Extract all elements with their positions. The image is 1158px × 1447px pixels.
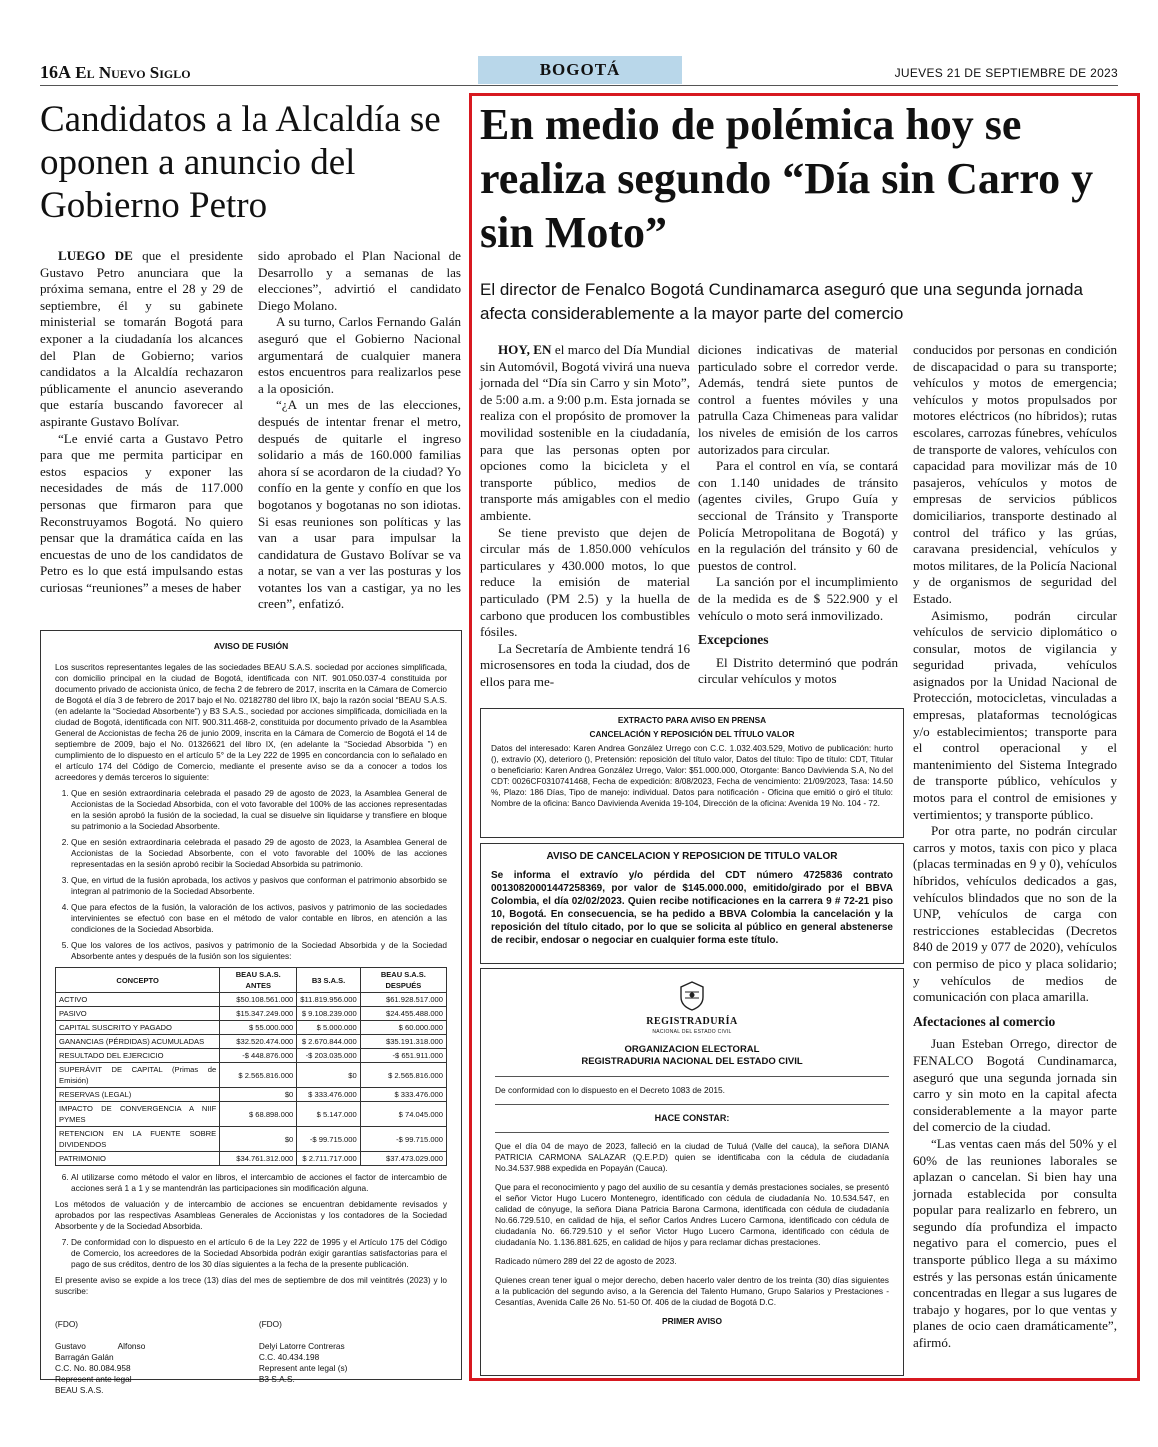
main-article-paragraph: Juan Esteban Orrego, director de FENALCO Bogotá Cundinamarca, aseguró que una segunda jornada sin carro y sin moto en la capital afecta considerablemente a la mayor parte del comercio de la ciudad. — [913, 1036, 1117, 1135]
main-article-headline: En medio de polémica hoy se realiza segundo “Día sin Carro y sin Moto” — [480, 100, 1094, 257]
main-article-column-2 — [698, 342, 898, 688]
table-header: B3 S.A.S. — [297, 968, 360, 993]
page-number: 16A — [40, 62, 71, 82]
table-cell-concept: PATRIMONIO — [56, 1152, 220, 1166]
fusion-methods: Los métodos de valuación y de intercambio de acciones se encuentran debidamente revisados y aprobados por las respectivas Asambleas Generales de Accionistas y los contadores de la Sociedad Absorbente y de la Sociedad Absorbida. — [55, 1199, 447, 1231]
fusion-item: 7. De conformidad con lo dispuesto en el artículo 6 de la Ley 222 de 1995 y el Artículo 175 del Código de Comercio, los acreedores de la Sociedad Absorbida podrán exigir garantías satisfactorias para el pago de sus créditos, dentro de los 30 días siguientes a la fecha de la presente publicación. — [71, 1237, 447, 1270]
table-row — [56, 1088, 447, 1102]
left-article-paragraph: “Le envié carta a Gustavo Petro para que me permita participar en estos espacios y exponer las necesidades de más de 117.000 personas que firmaron para que Reconstruyamos Bogotá. No quiero pensar que la dramática caída en las encuestas de uno de los candidatos de Petro es lo que está impulsando estas curiosas “reuniones” a meses de haber — [40, 430, 243, 595]
signature-company: BEAU S.A.S. — [55, 1385, 104, 1395]
table-cell-concept: CAPITAL SUSCRITO Y PAGADO — [56, 1021, 220, 1035]
left-article-column-2 — [258, 248, 461, 613]
table-cell-concept: RETENCION EN LA FUENTE SOBRE DIVIDENDOS — [56, 1127, 220, 1152]
main-article-paragraph: el marco del Día Mundial sin Automóvil, Bogotá vivirá una nueva jornada del “Día sin Carro y sin Moto”, de 5:00 a.m. a 9:00 p.m. Esta jornada se realiza con el propósito de promover la movilidad sostenible en la ciudadanía, para que las personas opten por opciones como la bicicleta y el transporte público, medios de transporte más amigables con el medio ambiente. — [480, 342, 691, 523]
fusion-item: 3. Que, en virtud de la fusión aprobada, los activos y pasivos que conforman el patrimonio absorbido se integran al patrimonio de la Sociedad Absorbente. — [71, 875, 447, 897]
left-article-paragraph: que el presidente Gustavo Petro anunciara que la próxima semana, entre el 28 y 29 de septiembre, él y su gabinete ministerial se tomarán Bogotá para exponer a la ciudadanía los alcances del Plan de Gobierno; varios candidatos a la Alcaldía rechazaron públicamente el anuncio aseverando que estaría buscando favorecer al aspirante Gustavo Bolívar. — [40, 248, 243, 429]
main-article-paragraph: El Distrito determinó que podrán circular vehículos y motos — [698, 654, 898, 687]
section-subhead: Excepciones — [698, 632, 769, 648]
table-cell-value: -$ 99.715.000 — [297, 1127, 360, 1152]
extracto-subtitle: CANCELACIÓN Y REPOSICIÓN DEL TÍTULO VALOR — [589, 729, 795, 739]
registraduria-paragraph: Que para el reconocimiento y pago del auxilio de su cesantía y demás prestaciones sociales, se presentó el señor Victor Hugo Lucero Montenegro, identificado con cédula de ciudadanía No. 10.534.547, en calidad de cónyuge, la señora Diana Patricia Barona Carmona, identificada con cédula de ciudadanía No.66.729.510, en calidad de hija, el señor Carlos Andres Lucero Carmona, identificado con cédula de ciudadanía No. 66.729.510 y el señor Victor Hugo Lucero Carmona, identificado con cédula de ciudadanía No. 1.136.881.625, en calidad de hijos y para reclamar dichas prestaciones. — [495, 1182, 889, 1247]
extracto-title: EXTRACTO PARA AVISO EN PRENSA — [617, 715, 767, 725]
registraduria-paragraph: Quienes crean tener igual o mejor derecho, deben hacerlo valer dentro de los treinta (30) días siguientes a la publicación del segundo aviso, a la Gerencia del Talento Humano, Grupo Salarios y Prestaciones - Cesantías, Avenida Calle 26 No. 51-50 Of. 406 de la ciudad de Bogotá D.C. — [495, 1275, 889, 1307]
table-cell-value: $ 74.045.000 — [360, 1102, 446, 1127]
left-article-headline: Candidatos a la Alcaldía se oponen a anuncio del Gobierno Petro — [40, 99, 441, 226]
signature-block — [55, 1319, 243, 1396]
signature-company: B3 S.A.S. — [258, 1374, 295, 1384]
cancellation-title: AVISO DE CANCELACION Y REPOSICION DE TITULO VALOR — [546, 851, 838, 862]
main-article-paragraph: Asimismo, podrán circular vehículos de servicio diplomático o consular, motos de vigilancia y seguridad privada, vehículos asignados por la Unidad Nacional de Protección, motocicletas, vinculadas a empresas, plataformas tecnológicas y/o establecimientos; transporte para el control operacional y el mantenimiento del Sistema Integrado de transporte público, vehículos y motos para el control de emisiones y vertimientos; y transporte público. — [913, 607, 1117, 822]
table-cell-value: -$ 651.911.000 — [360, 1049, 446, 1063]
registraduria-logo — [495, 979, 889, 1038]
cancellation-body: Se informa el extravío y/o pérdida del CDT número 4725836 contrato 00130820001447258369, por valor de $145.000.000, emitido/girado por el BBVA Colombia, el día 02/02/2023. Quien recibe notificaciones en la carrera 9 # 72-21 piso 10, Bogotá. En consecuencia, se ha pedido a BBVA Colombia la cancelación y la reposición del título citado, por lo que se solicita al público en general abstenerse de recibir, endosar o negociar en cualquier forma este título. — [491, 870, 893, 946]
table-header: BEAU S.A.S. ANTES — [220, 968, 297, 993]
section-subhead: Afectaciones al comercio — [913, 1013, 1056, 1029]
signature-role: Represent ante legal (s) — [258, 1363, 348, 1373]
hace-constar: HACE CONSTAR: — [654, 1113, 730, 1123]
main-article-paragraph: Se tiene previsto que dejen de circular más de 1.850.000 vehículos particulares y 430.000 motos, lo que reduce la emisión de material particulado (PM 2.5) y la huella de carbono que producen los combustibles fósiles. — [480, 524, 690, 640]
table-cell-concept: RESERVAS (LEGAL) — [56, 1088, 220, 1102]
table-cell-value: $37.473.029.000 — [360, 1152, 446, 1166]
table-cell-value: -$ 99.715.000 — [360, 1127, 446, 1152]
signature-block — [259, 1319, 447, 1396]
section-banner: BOGOTÁ — [478, 56, 682, 84]
page-header-left — [40, 62, 191, 83]
main-article-paragraph: diciones indicativas de material particulado sobre el corredor verde. Además, tendrá siete puntos de control a fuentes móviles y una patrulla Caza Chimeneas para validar los niveles de emisión de los carros autorizados para circular. — [698, 342, 898, 457]
table-row — [56, 1021, 447, 1035]
table-cell-value: $ 5.147.000 — [297, 1102, 360, 1127]
header-divider — [40, 85, 1118, 86]
newspaper-name: El Nuevo Siglo — [75, 63, 191, 82]
signature-name: Delyi Latorre Contreras — [258, 1341, 345, 1351]
table-cell-value: $ 2.670.844.000 — [297, 1035, 360, 1049]
table-header: CONCEPTO — [56, 968, 220, 993]
main-article-column-3 — [913, 342, 1117, 1352]
table-cell-concept: GANANCIAS (PÉRDIDAS) ACUMULADAS — [56, 1035, 220, 1049]
table-row — [56, 993, 447, 1007]
table-cell-value: $0 — [297, 1063, 360, 1088]
table-cell-value: $24.455.488.000 — [360, 1007, 446, 1021]
cancellation-notice — [480, 843, 904, 964]
table-cell-concept: RESULTADO DEL EJERCICIO — [56, 1049, 220, 1063]
divider — [495, 1132, 889, 1133]
main-article-paragraph: Para el control en vía, se contará con 1.140 unidades de tránsito (agentes civiles, Grupo Guía y seccional de Tránsito y Transporte Policía Metropolitana de Bogotá) y en la regulación del tránsito y 60 de puestos de control. — [698, 458, 898, 573]
fusion-items — [55, 788, 447, 962]
signature-name: Gustavo Alfonso Barragán Galán — [55, 1341, 146, 1362]
registraduria-logo-sub: NACIONAL DEL ESTADO CIVIL — [652, 1029, 732, 1035]
divider — [495, 1104, 889, 1105]
table-cell-concept: IMPACTO DE CONVERGENCIA A NIIF PYMES — [56, 1102, 220, 1127]
main-article-paragraph: Por otra parte, no podrán circular carros y motos, taxis con pico y placa (placas terminadas en 9 y 0), vehículos híbridos, vehículos dedicados a gas, vehículos blindados que no son de la UNP, vehículos de carga con restricciones establecidas (Decretos 840 de 2019 y 077 de 2020), vehículos con permiso de pico y placa solidario; y vehículos de medios de comunicación con placa amarilla. — [913, 823, 1117, 1005]
left-article-paragraph: A su turno, Carlos Fernando Galán aseguró que el Gobierno Nacional argumentará de cualquier manera estos encuentros para realizarlos pese a la oposición. — [258, 314, 461, 396]
signature-id: C.C. No. 80.084.958 — [55, 1363, 131, 1373]
table-cell-value: $34.761.312.000 — [220, 1152, 297, 1166]
table-cell-value: $61.928.517.000 — [360, 993, 446, 1007]
table-cell-value: $ 68.898.000 — [220, 1102, 297, 1127]
table-row — [56, 1102, 447, 1127]
main-article-paragraph: La sanción por el incumplimiento de la medida es de $ 522.900 y el vehículo o moto será inmovilizado. — [698, 574, 898, 623]
fusion-item: 1. Que en sesión extraordinaria celebrada el pasado 29 de agosto de 2023, la Asamblea General de Accionistas de la Sociedad Absorbida, con el voto favorable del 100% de las acciones representadas en la sesión aprobó la fusión de la sociedad, la cual se disuelve sin liquidarse y transfiere en bloque su patrimonio a la Sociedad Absorbente. — [71, 788, 447, 832]
signature-fdo: (FDO) — [55, 1319, 79, 1329]
table-cell-value: $ 333.476.000 — [297, 1088, 360, 1102]
fusion-item: 5. Que los valores de los activos, pasivos y patrimonio de la Sociedad Absorbida y de la Sociedad Absorbente antes y después de la fusión son los siguientes: — [71, 940, 447, 962]
table-cell-value: $11.819.956.000 — [297, 993, 360, 1007]
table-cell-value: $ 60.000.000 — [360, 1021, 446, 1035]
main-article-subtitle: El director de Fenalco Bogotá Cundinamarca aseguró que una segunda jornada afecta considerablemente a la mayor parte del comercio — [480, 280, 1083, 323]
decree-text: De conformidad con lo dispuesto en el Decreto 1083 de 2015. — [495, 1085, 725, 1095]
extracto-notice — [480, 708, 904, 838]
registraduria-notice — [480, 968, 904, 1376]
table-cell-value: $ 5.000.000 — [297, 1021, 360, 1035]
fusion-closing: El presente aviso se expide a los trece (13) días del mes de septiembre de dos mil veintitrés (2023) y lo suscribe: — [55, 1275, 447, 1296]
signatures — [55, 1319, 447, 1396]
divider — [495, 1076, 889, 1077]
main-article-paragraph: “Las ventas caen más del 50% y el 60% de las reuniones laborales se aplazan o cancelan. Si bien hay una jornada establecida por consulta popular para realizarlo en febrero, un segundo día profundiza el impacto negativo para el comercio, pues el transporte público llega a su máximo estrés y las personas están únicamente concentradas en llegar a sus lugares de trabajo y hogares, por lo que ventas y planes de ocio caen dramáticamente”, afirmó. — [913, 1135, 1117, 1351]
table-cell-concept: SUPERÁVIT DE CAPITAL (Primas de Emisión) — [56, 1063, 220, 1088]
registraduria-paragraph: Que el día 04 de mayo de 2023, falleció en la ciudad de Tuluá (Valle del cauca), la señora DIANA PATRICIA CARMONA SALAZAR (Q.E.P.D) quien se identificaba con la cédula de ciudadanía No.34.537.988 expedida en Popayán (Cauca). — [495, 1141, 889, 1173]
table-cell-value: $ 2.711.717.000 — [297, 1152, 360, 1166]
fusion-items-cont — [55, 1237, 447, 1270]
fusion-item: 2. Que en sesión extraordinaria celebrada el pasado 29 de agosto de 2023, la Asamblea General de Accionistas de la Sociedad Absorbente, con el voto favorable del 100% de las acciones representadas en la sesión aprobó recibir la Sociedad Absorbida su patrimonio. — [71, 837, 447, 870]
table-cell-value: $15.347.249.000 — [220, 1007, 297, 1021]
coat-of-arms-icon — [675, 979, 709, 1013]
table-cell-concept: PASIVO — [56, 1007, 220, 1021]
table-cell-value: $ 333.476.000 — [360, 1088, 446, 1102]
left-article-lead-in: LUEGO DE — [58, 248, 133, 263]
org-name-2: REGISTRADURIA NACIONAL DEL ESTADO CIVIL — [581, 1056, 803, 1067]
main-article-paragraph: La Secretaría de Ambiente tendrá 16 microsensores en toda la ciudad, dos de ellos para me- — [480, 640, 690, 689]
registraduria-logo-text: REGISTRADURÍA — [646, 1016, 738, 1027]
main-article-lead-in: HOY, EN — [498, 342, 552, 357]
table-row — [56, 1035, 447, 1049]
table-cell-value: $ 2.565.816.000 — [220, 1063, 297, 1088]
left-article-column-1 — [40, 248, 243, 596]
table-cell-value: $32.520.474.000 — [220, 1035, 297, 1049]
fusion-item: 6. Al utilizarse como método el valor en libros, el intercambio de acciones el factor de intercambio de acciones será 1 a 1 y se mantendrán las participaciones sin modificación alguna. — [71, 1172, 447, 1194]
fusion-item: 4. Que para efectos de la fusión, la valoración de los activos, pasivos y patrimonio de las sociedades intervinientes se efectuó con base en el método de valor contable en libros, en atención a las condiciones de la Sociedad Absorbida. — [71, 902, 447, 935]
left-article-paragraph: sido aprobado el Plan Nacional de Desarrollo y a semanas de las elecciones”, advirtió el candidato Diego Molano. — [258, 248, 461, 313]
main-article-paragraph: conducidos por personas en condición de discapacidad o para su transporte; vehículos y motos de emergencia; vehículos y motos propulsados por motores eléctricos (no híbridos); rutas escolares, carrozas fúnebres, vehículos de transporte de valores, vehículos con capacidad para movilizar más de 10 pasajeros, vehículos y motos de empresas de servicios públicos domiciliarios, transporte destinado al control del tráfico y las grúas, caravana presidencial, vehículos y motos militares, de la Policía Nacional y de organismos de seguridad del Estado. — [913, 342, 1117, 606]
table-cell-concept: ACTIVO — [56, 993, 220, 1007]
registraduria-radicado: Radicado número 289 del 22 de agosto de 2023. — [495, 1256, 677, 1266]
table-cell-value: $ 9.108.239.000 — [297, 1007, 360, 1021]
registraduria-footer: PRIMER AVISO — [661, 1316, 723, 1326]
table-row — [56, 1007, 447, 1021]
fusion-notice-title: AVISO DE FUSIÓN — [213, 641, 289, 651]
table-cell-value: $50.108.561.000 — [220, 993, 297, 1007]
table-row — [56, 1049, 447, 1063]
fusion-intro: Los suscritos representantes legales de las sociedades BEAU S.A.S. sociedad por acciones simplificada, con domicilio principal en la ciudad de Bogotá, identificada con NIT. 901.050.037-4 constituida por documento privado de accionista único, de fecha 2 de febrero de 2017, inscrita en la Cámara de Comercio de Bogotá el día 3 de febrero de 2017 bajo el No. 02182780 del libro IX, bajo la razón social “BEAU S.A.S. (en adelante la “Sociedad Absorbente”) y B3 S.A.S., sociedad por acciones simplificada, domiciliada en la ciudad de Bogotá, identificada con NIT. 900.311.468-2, constituida por documento privado de la Asamblea General de Accionistas de fecha 26 de junio 2009, inscrita en la Cámara de Comercio de Bogotá el 14 de septiembre de 2009, bajo el No. 01326621 del libro IX, (en adelante la “Sociedad Absorbida ”) en cumplimiento de lo dispuesto en el artículo 5° de la Ley 222 de 1995 en concordancia con lo señalado en el artículo 174 del Código de Comercio, mediante el presente aviso se da a conocer a todos los acreedores y demás terceros lo siguiente: — [55, 662, 447, 782]
table-cell-value: $ 2.565.816.000 — [360, 1063, 446, 1088]
signature-role: Represent ante legal — [55, 1374, 132, 1384]
table-cell-value: $0 — [220, 1127, 297, 1152]
table-cell-value: $35.191.318.000 — [360, 1035, 446, 1049]
table-cell-value: $ 55.000.000 — [220, 1021, 297, 1035]
publication-date: JUEVES 21 DE SEPTIEMBRE DE 2023 — [894, 66, 1118, 80]
table-row — [56, 1152, 447, 1166]
table-cell-value: -$ 203.035.000 — [297, 1049, 360, 1063]
org-name-1: ORGANIZACION ELECTORAL — [624, 1044, 760, 1055]
signature-fdo: (FDO) — [258, 1319, 282, 1329]
fusion-notice — [40, 630, 462, 1395]
main-article-column-1 — [480, 342, 690, 690]
extracto-body: Datos del interesado: Karen Andrea González Urrego con C.C. 1.032.403.529, Motivo de publicación: hurto (), extravío (X), deterioro (), Pretensión: reposición del título valor, Datos del título: Tipo de título: CDT, Titular o beneficiario: Karen Andrea González Urrego, Valor: $51.000.000, Otorgante: Banco Davivienda S.A, No del CDT: 0026CF0310741468, Fecha de expedición: 8/08/2023, Fecha de vencimiento: 21/09/2023, Tasa: 14.50 %, Plazo: 186 Días, Tipo de manejo: individual. Datos para notificación - Oficina que emitió o giró el título: Nombre de la oficina: Banco Davivienda Avenida 19-104, Dirección de la oficina: Avenida 19 No. 104 - 72. — [491, 743, 893, 808]
table-cell-value: -$ 448.876.000 — [220, 1049, 297, 1063]
table-header: BEAU S.A.S. DESPUÉS — [360, 968, 446, 993]
fusion-values-table — [55, 967, 447, 1166]
table-row — [56, 1127, 447, 1152]
table-cell-value: $0 — [220, 1088, 297, 1102]
left-article-paragraph: “¿A un mes de las elecciones, después de intentar frenar el metro, después de quitarle el ingreso solidario a más de 160.000 familias ahora sí se acordaron de la ciudad? Yo confío en la gente y confío en que los bogotanos y bogotanas no son idiotas. Si esas reuniones son políticas y las van a usar para impulsar la candidatura de Gustavo Bolívar se va a notar, se van a ver las posturas y los votantes los van a castigar, ya no les creen”, enfatizó. — [258, 397, 461, 612]
fusion-items-cont — [55, 1172, 447, 1194]
signature-id: C.C. 40.434.198 — [258, 1352, 320, 1362]
table-row — [56, 1063, 447, 1088]
